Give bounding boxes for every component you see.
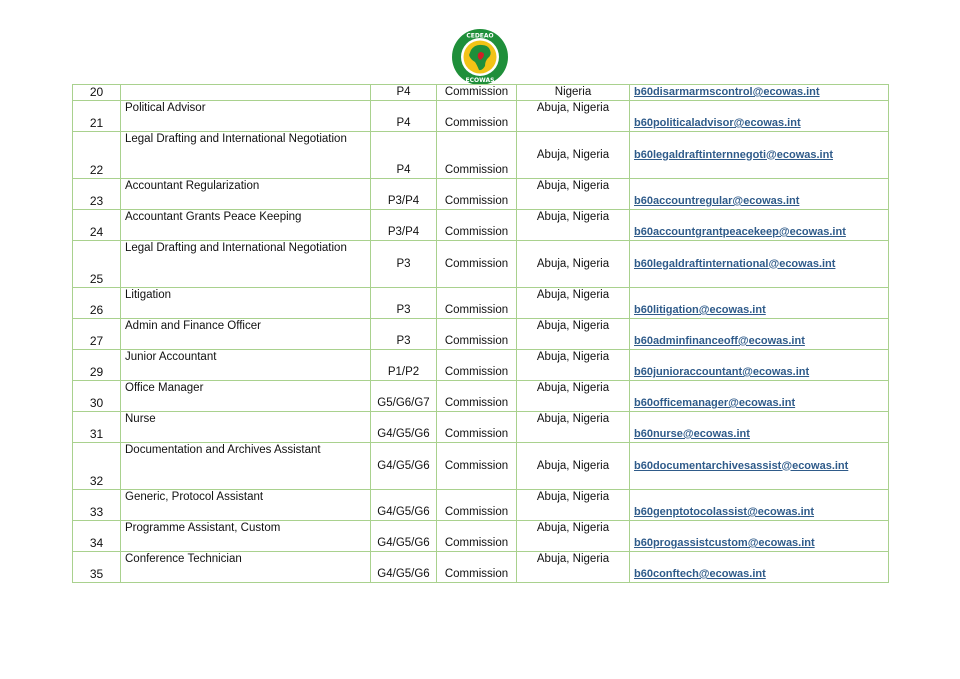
organisation: Commission <box>437 350 517 381</box>
organisation: Commission <box>437 490 517 521</box>
email-link[interactable]: b60nurse@ecowas.int <box>634 428 750 440</box>
email-link[interactable]: b60conftech@ecowas.int <box>634 568 766 580</box>
table-row <box>73 381 889 412</box>
table-row <box>73 288 889 319</box>
table-row <box>73 132 889 179</box>
email-link[interactable]: b60litigation@ecowas.int <box>634 304 766 316</box>
position-title: Legal Drafting and International Negotiation <box>121 241 371 288</box>
ecowas-logo <box>451 28 509 86</box>
row-number: 31 <box>73 412 121 443</box>
grade: P3 <box>371 319 437 350</box>
grade: P3 <box>371 288 437 319</box>
location: Abuja, Nigeria <box>517 210 630 241</box>
location: Abuja, Nigeria <box>517 381 630 412</box>
row-number: 35 <box>73 552 121 583</box>
position-title: Office Manager <box>121 381 371 412</box>
positions-table <box>72 84 889 583</box>
email-cell <box>630 552 889 583</box>
location: Abuja, Nigeria <box>517 412 630 443</box>
position-title <box>121 85 371 101</box>
position-title: Accountant Grants Peace Keeping <box>121 210 371 241</box>
email-cell <box>630 210 889 241</box>
grade: G4/G5/G6 <box>371 521 437 552</box>
grade: G4/G5/G6 <box>371 443 437 490</box>
table-row <box>73 210 889 241</box>
email-link[interactable]: b60progassistcustom@ecowas.int <box>634 537 815 549</box>
row-number: 27 <box>73 319 121 350</box>
position-title: Junior Accountant <box>121 350 371 381</box>
grade: G5/G6/G7 <box>371 381 437 412</box>
location: Abuja, Nigeria <box>517 288 630 319</box>
location: Abuja, Nigeria <box>517 350 630 381</box>
organisation: Commission <box>437 319 517 350</box>
email-cell <box>630 319 889 350</box>
email-link[interactable]: b60documentarchivesassist@ecowas.int <box>634 459 849 472</box>
grade: P3 <box>371 241 437 288</box>
organisation: Commission <box>437 521 517 552</box>
grade: P1/P2 <box>371 350 437 381</box>
table-row <box>73 350 889 381</box>
position-title: Admin and Finance Officer <box>121 319 371 350</box>
organisation: Commission <box>437 85 517 101</box>
organisation: Commission <box>437 179 517 210</box>
email-link[interactable]: b60junioraccountant@ecowas.int <box>634 366 810 378</box>
table-row <box>73 521 889 552</box>
location: Abuja, Nigeria <box>517 521 630 552</box>
email-link[interactable]: b60accountgrantpeacekeep@ecowas.int <box>634 226 846 238</box>
position-title: Conference Technician <box>121 552 371 583</box>
row-number: 26 <box>73 288 121 319</box>
email-link[interactable]: b60disarmarmscontrol@ecowas.int <box>634 86 820 98</box>
email-cell <box>630 179 889 210</box>
position-title: Documentation and Archives Assistant <box>121 443 371 490</box>
row-number: 34 <box>73 521 121 552</box>
grade: P3/P4 <box>371 179 437 210</box>
location: Abuja, Nigeria <box>517 241 630 288</box>
location: Abuja, Nigeria <box>517 319 630 350</box>
location: Abuja, Nigeria <box>517 132 630 179</box>
table-row <box>73 443 889 490</box>
location: Abuja, Nigeria <box>517 101 630 132</box>
position-title: Nurse <box>121 412 371 443</box>
row-number: 29 <box>73 350 121 381</box>
email-cell <box>630 412 889 443</box>
grade: P4 <box>371 101 437 132</box>
organisation: Commission <box>437 132 517 179</box>
position-title: Litigation <box>121 288 371 319</box>
position-title: Legal Drafting and International Negotiation <box>121 132 371 179</box>
row-number: 32 <box>73 443 121 490</box>
organisation: Commission <box>437 443 517 490</box>
email-link[interactable]: b60politicaladvisor@ecowas.int <box>634 117 801 129</box>
organisation: Commission <box>437 552 517 583</box>
location: Abuja, Nigeria <box>517 552 630 583</box>
organisation: Commission <box>437 101 517 132</box>
grade: G4/G5/G6 <box>371 552 437 583</box>
row-number: 22 <box>73 132 121 179</box>
row-number: 33 <box>73 490 121 521</box>
table-row <box>73 319 889 350</box>
location: Abuja, Nigeria <box>517 490 630 521</box>
email-cell <box>630 521 889 552</box>
email-link[interactable]: b60legaldraftinternnegoti@ecowas.int <box>634 148 833 161</box>
email-cell <box>630 490 889 521</box>
organisation: Commission <box>437 210 517 241</box>
grade: P3/P4 <box>371 210 437 241</box>
email-cell <box>630 381 889 412</box>
email-link[interactable]: b60legaldraftinternational@ecowas.int <box>634 257 836 270</box>
email-link[interactable]: b60adminfinanceoff@ecowas.int <box>634 335 805 347</box>
email-cell <box>630 350 889 381</box>
email-cell <box>630 132 889 179</box>
location: Abuja, Nigeria <box>517 179 630 210</box>
table-row <box>73 412 889 443</box>
email-cell <box>630 101 889 132</box>
organisation: Commission <box>437 412 517 443</box>
row-number: 20 <box>73 85 121 101</box>
grade: P4 <box>371 132 437 179</box>
email-cell <box>630 85 889 101</box>
grade: P4 <box>371 85 437 101</box>
table-row <box>73 241 889 288</box>
svg-text:ECOWAS: ECOWAS <box>465 77 495 84</box>
row-number: 24 <box>73 210 121 241</box>
row-number: 21 <box>73 101 121 132</box>
table-row <box>73 85 889 101</box>
row-number: 30 <box>73 381 121 412</box>
table-row <box>73 552 889 583</box>
location: Nigeria <box>517 85 630 101</box>
position-title: Accountant Regularization <box>121 179 371 210</box>
row-number: 23 <box>73 179 121 210</box>
row-number: 25 <box>73 241 121 288</box>
table-row <box>73 101 889 132</box>
email-cell <box>630 241 889 288</box>
location: Abuja, Nigeria <box>517 443 630 490</box>
organisation: Commission <box>437 241 517 288</box>
organisation: Commission <box>437 288 517 319</box>
email-cell <box>630 288 889 319</box>
table-row <box>73 490 889 521</box>
email-link[interactable]: b60accountregular@ecowas.int <box>634 195 800 207</box>
position-title: Programme Assistant, Custom <box>121 521 371 552</box>
svg-text:CEDEAO: CEDEAO <box>466 32 494 40</box>
email-link[interactable]: b60officemanager@ecowas.int <box>634 397 796 409</box>
email-link[interactable]: b60genptotocolassist@ecowas.int <box>634 506 815 518</box>
position-title: Generic, Protocol Assistant <box>121 490 371 521</box>
email-cell <box>630 443 889 490</box>
grade: G4/G5/G6 <box>371 412 437 443</box>
organisation: Commission <box>437 381 517 412</box>
grade: G4/G5/G6 <box>371 490 437 521</box>
table-row <box>73 179 889 210</box>
position-title: Political Advisor <box>121 101 371 132</box>
